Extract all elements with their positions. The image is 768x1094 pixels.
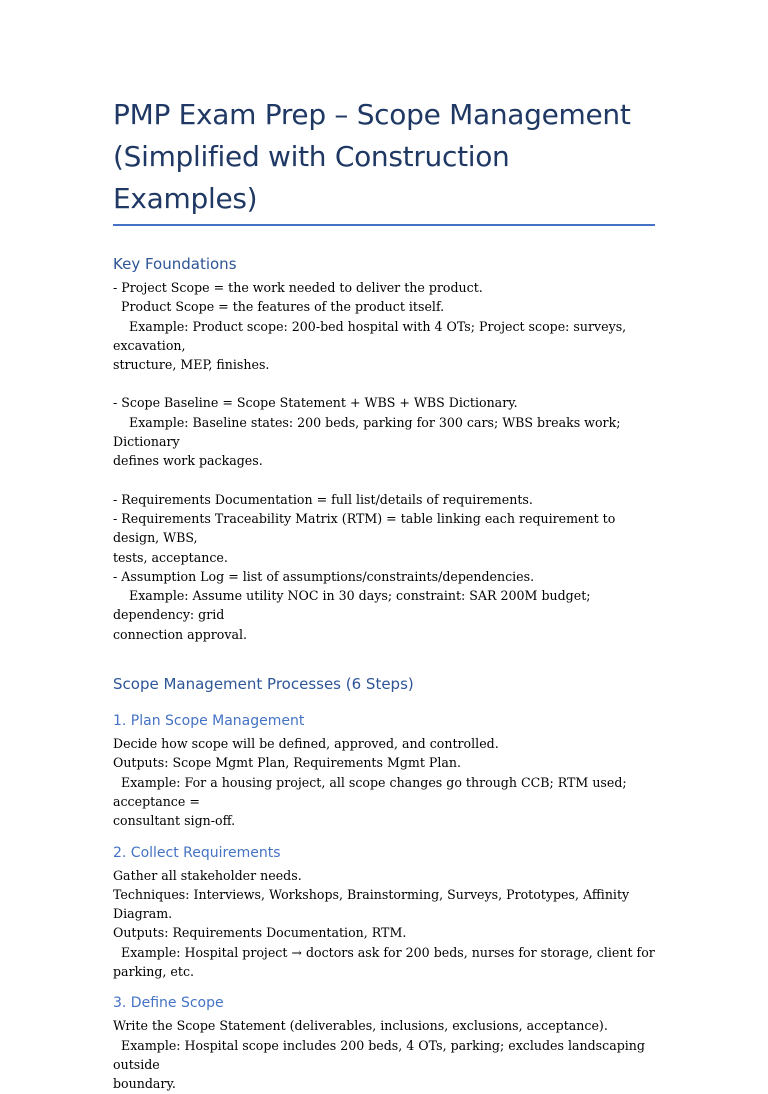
document-page — [113, 94, 655, 1094]
process-step — [113, 993, 655, 1093]
paragraph-line: defines work packages. — [113, 453, 263, 469]
paragraph-line: Outputs: Scope Mgmt Plan, Requirements Mgmt Plan. — [113, 755, 462, 771]
paragraph-line: Techniques: Interviews, Workshops, Brainstorming, Surveys, Prototypes, Affinity Diagram. — [113, 886, 634, 922]
process-step — [113, 843, 655, 982]
paragraph-line: - Requirements Documentation = full list/details of requirements. — [113, 491, 533, 507]
paragraph-line: consultant sign-off. — [113, 813, 236, 829]
paragraph-line: boundary. — [113, 1076, 176, 1092]
paragraph-line: tests, acceptance. — [113, 549, 228, 565]
paragraph-line: - Assumption Log = list of assumptions/constraints/dependencies. — [113, 568, 535, 584]
title-line-2: (Simplified with Construction Examples) — [113, 140, 510, 215]
paragraph-line: Decide how scope will be defined, approved, and controlled. — [113, 736, 499, 752]
key-foundations-block-b — [113, 393, 655, 470]
key-foundations-block-c — [113, 490, 655, 644]
paragraph-line: Product Scope = the features of the product itself. — [113, 299, 445, 315]
processes-heading: Scope Management Processes (6 Steps) — [113, 675, 414, 694]
paragraph-line: Example: For a housing project, all scope changes go through CCB; RTM used; acceptance = — [113, 774, 631, 809]
paragraph-line: - Requirements Traceability Matrix (RTM) = table linking each requirement to design, WBS, — [113, 510, 620, 546]
paragraph-line: Example: Assume utility NOC in 30 days; constraint: SAR 200M budget; dependency: grid — [113, 588, 595, 623]
key-foundations-heading: Key Foundations — [113, 255, 237, 273]
process-step-title: 1. Plan Scope Management — [113, 713, 305, 730]
paragraph-line: structure, MEP, finishes. — [113, 357, 270, 373]
paragraph-line: - Scope Baseline = Scope Statement + WBS + WBS Dictionary. — [113, 395, 518, 411]
process-step-title: 2. Collect Requirements — [113, 844, 281, 861]
paragraph-line: Example: Baseline states: 200 beds, parking for 300 cars; WBS breaks work; Dictionary — [113, 414, 625, 450]
paragraph-line: Outputs: Requirements Documentation, RTM. — [113, 925, 407, 941]
processes-section — [113, 674, 655, 1093]
paragraph-line: Gather all stakeholder needs. — [113, 867, 302, 883]
paragraph-line: Example: Product scope: 200-bed hospital with 4 OTs; Project scope: surveys, excavation, — [113, 318, 631, 353]
title-line-1: PMP Exam Prep – Scope Management — [113, 98, 631, 131]
paragraph-line: connection approval. — [113, 626, 248, 642]
process-step — [113, 711, 655, 830]
process-step-title: 3. Define Scope — [113, 995, 224, 1012]
paragraph-line: Example: Hospital project → doctors ask for 200 beds, nurses for storage, client for — [113, 944, 655, 960]
key-foundations-block-a — [113, 278, 655, 374]
document-title — [113, 94, 655, 220]
key-foundations-section — [113, 254, 655, 644]
paragraph-line: Write the Scope Statement (deliverables, inclusions, exclusions, acceptance). — [113, 1018, 608, 1034]
paragraph-line: - Project Scope = the work needed to deliver the product. — [113, 280, 483, 295]
paragraph-line: Example: Hospital scope includes 200 beds, 4 OTs, parking; excludes landscaping outside — [113, 1037, 649, 1072]
paragraph-line: parking, etc. — [113, 964, 194, 980]
